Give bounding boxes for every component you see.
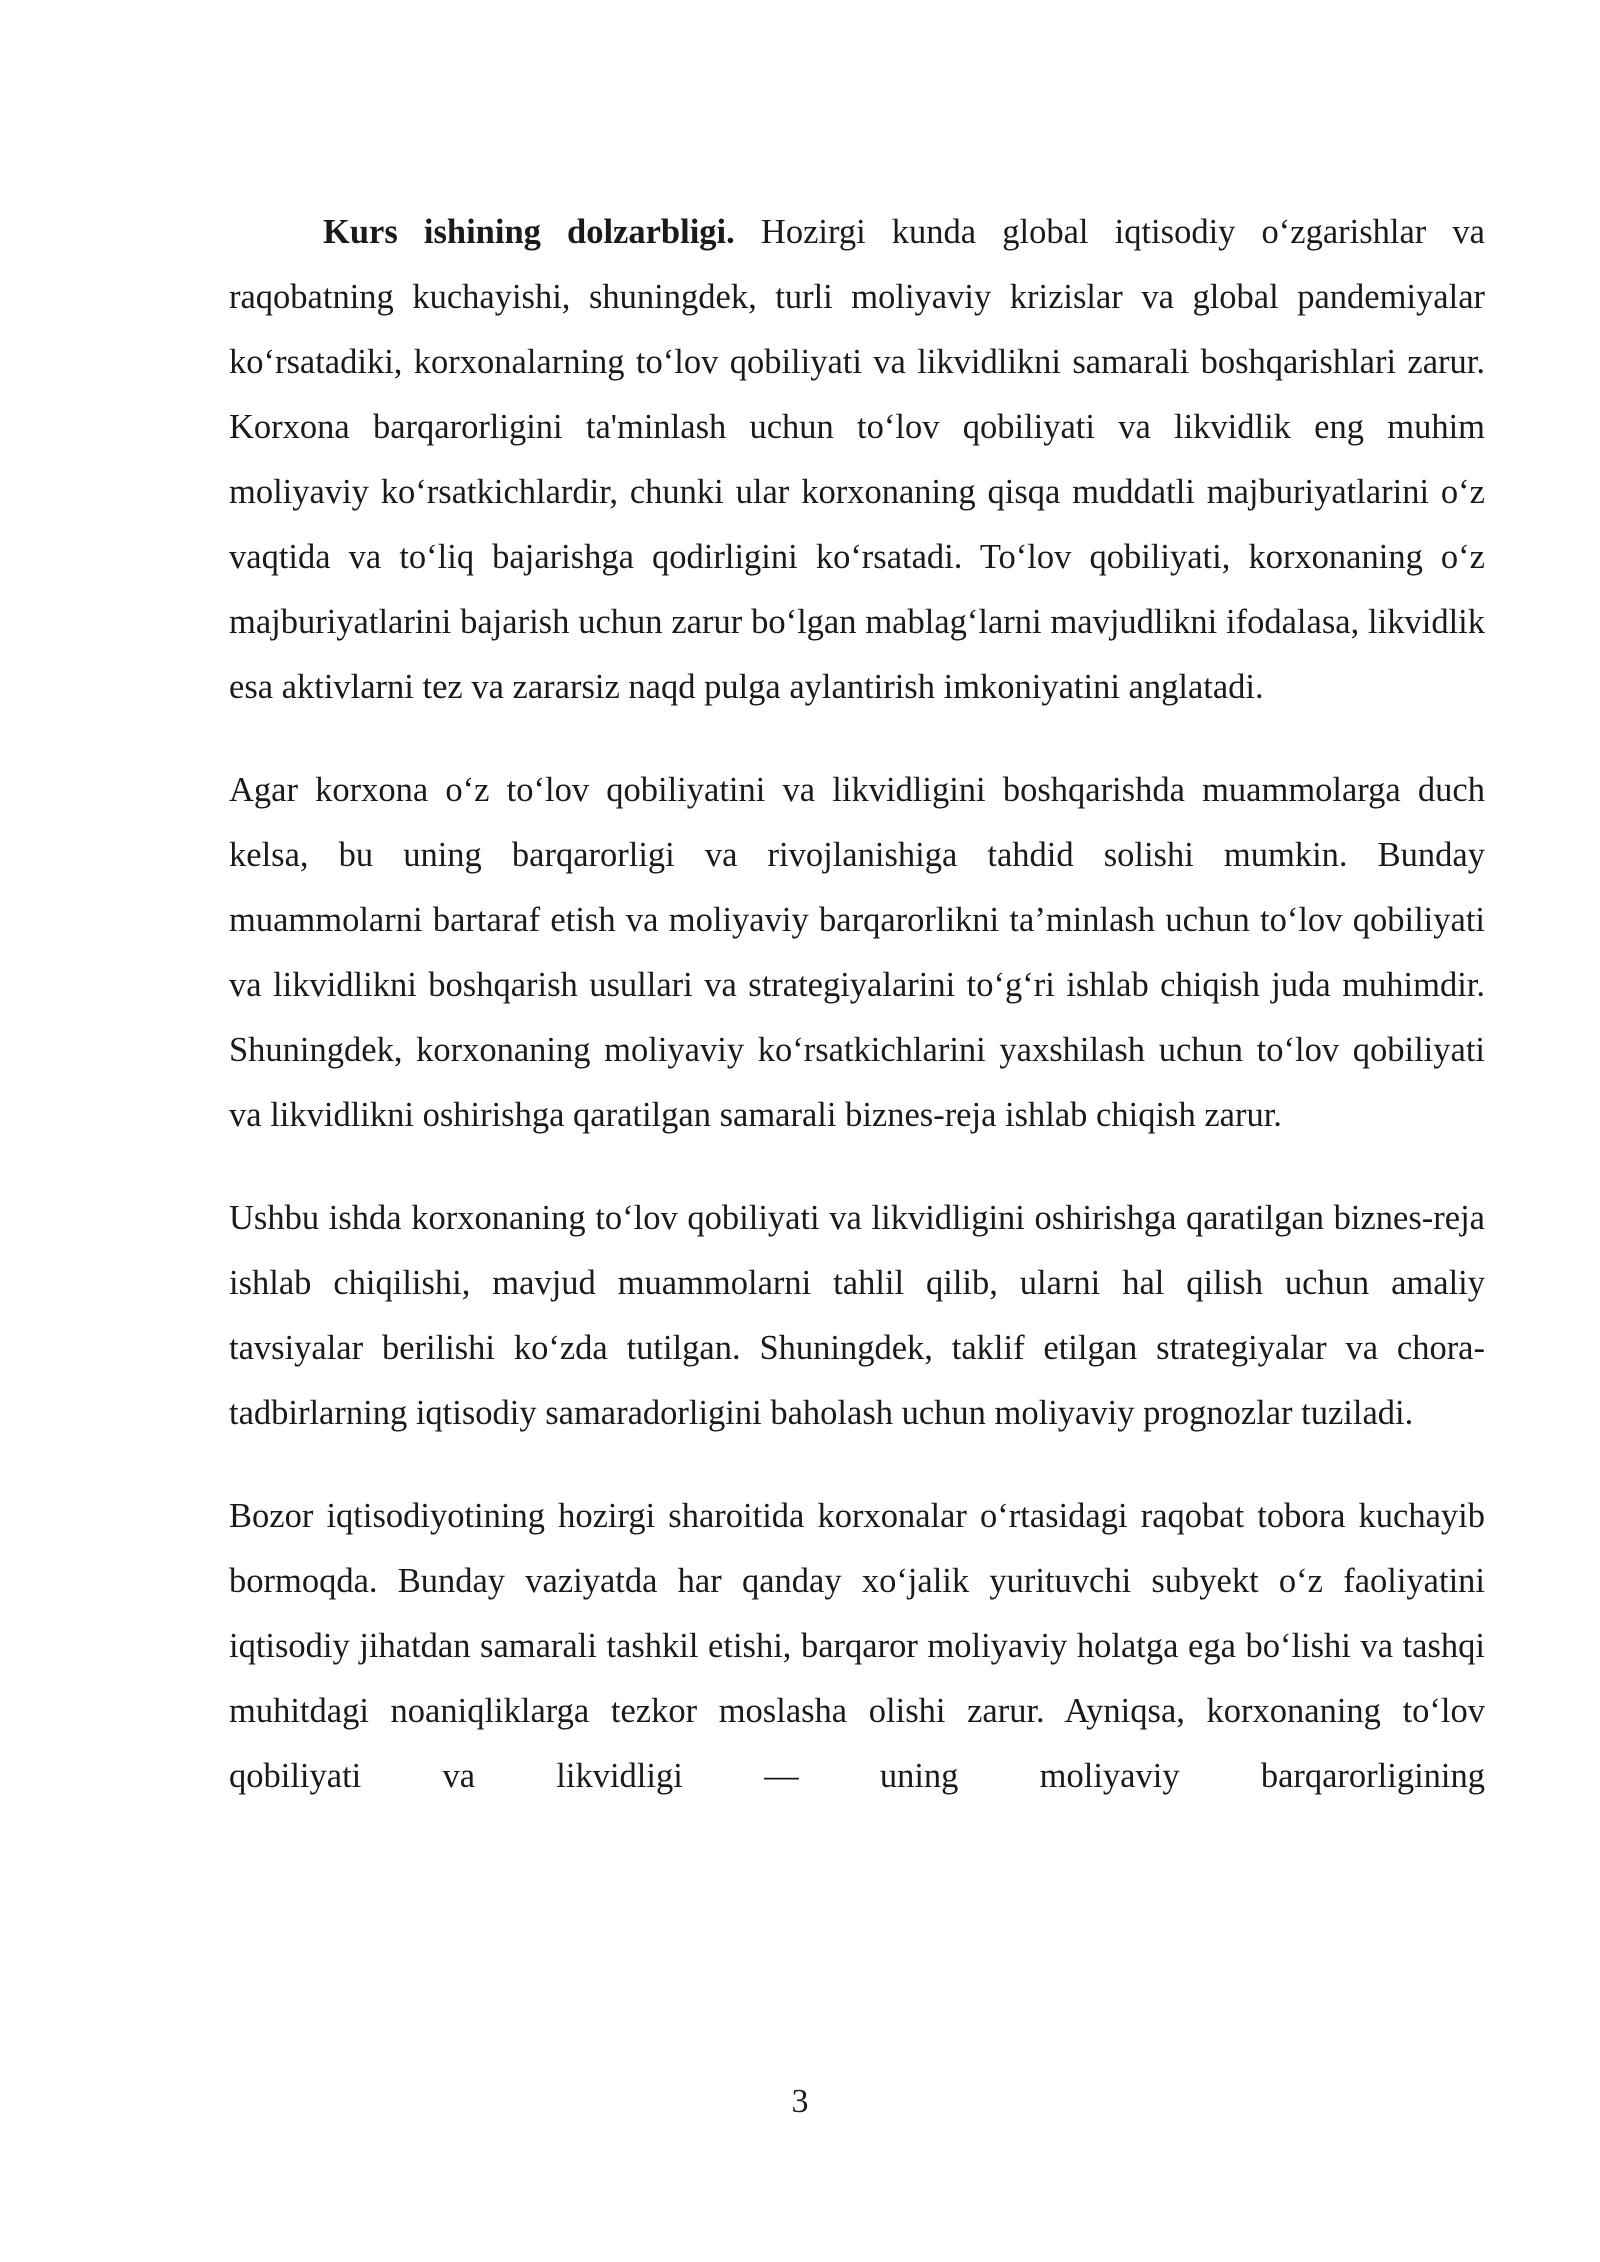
paragraph-intro — [229, 200, 1485, 720]
document-page — [229, 200, 1485, 1809]
paragraph-problems: Agar korxona o‘z to‘lov qobiliyatini va likvidligini boshqarishda muammolarga duch kelsa, bu uning barqarorligi va rivojlanishiga tahdid solishi mumkin. Bunday muammolarni bartaraf etish va moliyaviy barqarorlikni ta’minlash uchun to‘lov qobiliyati va likvidlikni boshqarish usullari va strategiyalarini to‘g‘ri ishlab chiqish juda muhimdir. Shuningdek, korxonaning moliyaviy ko‘rsatkichlarini yaxshilash uchun to‘lov qobiliyati va likvidlikni oshirishga qaratilgan samarali biznes-reja ishlab chiqish zarur. — [229, 771, 1485, 1134]
paragraph-scope: Ushbu ishda korxonaning to‘lov qobiliyati va likvidligini oshirishga qaratilgan biznes-reja ishlab chiqilishi, mavjud muammolarni tahlil qilib, ularni hal qilish uchun amaliy tavsiyalar berilishi ko‘zda tutilgan. Shuningdek, taklif etilgan strategiyalar va chora-tadbirlarning iqtisodiy samaradorligini baholash uchun moliyaviy prognozlar tuziladi. — [229, 1199, 1485, 1432]
paragraph-text: Hozirgi kunda global iqtisodiy o‘zgarishlar va raqobatning kuchayishi, shuningdek, turli moliyaviy krizislar va global pandemiyalar ko‘rsatadiki, korxonalarning to‘lov qobiliyati va likvidlikni samarali boshqarishlari zarur. Korxona barqarorligini ta'minlash uchun to‘lov qobiliyati va likvidlik eng muhim moliyaviy ko‘rsatkichlardir, chunki ular korxonaning qisqa muddatli majburiyatlarini o‘z vaqtida va to‘liq bajarishga qodirligini ko‘rsatadi. To‘lov qobiliyati, korxonaning o‘z majburiyatlarini bajarish uchun zarur bo‘lgan mablag‘larni mavjudlikni ifodalasa, likvidlik esa aktivlarni tez va zararsiz naqd pulga aylantirish imkoniyatini anglatadi. — [229, 213, 1485, 706]
page-number: 3 — [791, 2083, 809, 2120]
paragraph-market: Bozor iqtisodiyotining hozirgi sharoitida korxonalar o‘rtasidagi raqobat tobora kuchayib bormoqda. Bunday vaziyatda har qanday xo‘jalik yurituvchi subyekt o‘z faoliyatini iqtisodiy jihatdan samarali tashkil etishi, barqaror moliyaviy holatga ega bo‘lishi va tashqi muhitdagi noaniqliklarga tezkor moslasha olishi zarur. Ayniqsa, korxonaning to‘lov qobiliyati va likvidligi — uning moliyaviy barqarorligining — [229, 1497, 1485, 1795]
lead-heading: Kurs ishining dolzarbligi. — [323, 213, 735, 251]
